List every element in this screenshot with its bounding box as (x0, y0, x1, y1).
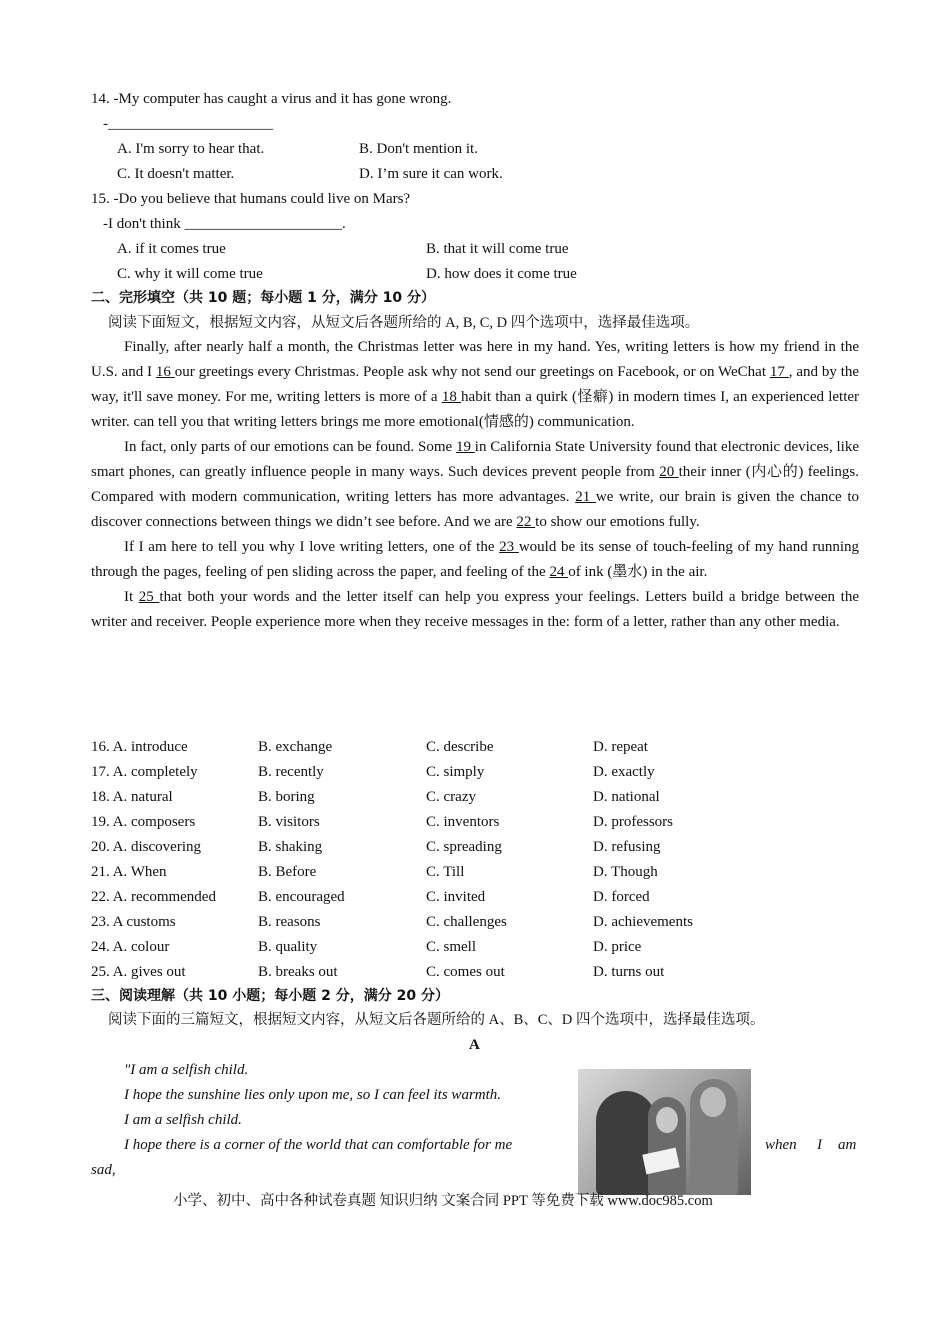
choice-23-a[interactable]: 23. A customs (91, 914, 176, 930)
blank-18[interactable]: 18 (441, 389, 462, 405)
question-14: 14. -My computer has caught a virus and it has gone wrong. (91, 91, 452, 107)
choice-22-c[interactable]: C. invited (426, 889, 486, 905)
passage-paragraph-1: Finally, after nearly half a month, the Christmas letter was here in my hand. Yes, writing letters is how my friend in the U.S. and I 16 our greetings every Christmas. People ask why not send our greetings on Facebook, or on WeChat 17 , and by the way, it'll save money. For me, writing letters is more of a 18 habit than a quirk (怪癖) in modern times I, an experienced letter writer. can tell you that writing letters brings me more emotional(情感的) communication. (91, 339, 860, 430)
choice-22-d[interactable]: D. forced (593, 889, 650, 905)
children-reading-photo (578, 1069, 751, 1195)
choice-20-d[interactable]: D. refusing (593, 839, 661, 855)
choice-25-a[interactable]: 25. A. gives out (91, 964, 186, 980)
footer-note: 小学、初中、高中各种试卷真题 知识归纳 文案合同 PPT 等免费下载 www.doc985.com (173, 1193, 713, 1209)
choice-18-a[interactable]: 18. A. natural (91, 789, 173, 805)
choice-25-b[interactable]: B. breaks out (258, 964, 338, 980)
option-15b: B. that it will come true (426, 241, 569, 257)
choice-25-d[interactable]: D. turns out (593, 964, 665, 980)
choice-19-d[interactable]: D. professors (593, 814, 673, 830)
poem-line-4-tail-word-1: when (765, 1137, 797, 1153)
choice-18-d[interactable]: D. national (593, 789, 660, 805)
choice-23-b[interactable]: B. reasons (258, 914, 321, 930)
blank-24[interactable]: 24 (549, 564, 569, 580)
answer-line-15: -I don't think _____________________. (103, 216, 346, 232)
option-14c: C. It doesn't matter. (117, 166, 235, 182)
choice-24-b[interactable]: B. quality (258, 939, 318, 955)
cloze-passage (91, 335, 859, 635)
choice-17-d[interactable]: D. exactly (593, 764, 655, 780)
choice-22-b[interactable]: B. encouraged (258, 889, 345, 905)
passage-paragraph-3: If I am here to tell you why I love writing letters, one of the 23 would be its sense of touch-feeling of my hand running through the pages, feeling of pen sliding across the paper, and feeling of the 24 of ink (墨水) in the air. (91, 539, 860, 580)
option-15a: A. if it comes true (117, 241, 226, 257)
choice-21-c[interactable]: C. Till (426, 864, 465, 880)
blank-19[interactable]: 19 (455, 439, 475, 455)
blank-23[interactable]: 23 (499, 539, 519, 555)
choice-20-b[interactable]: B. shaking (258, 839, 323, 855)
choice-21-d[interactable]: D. Though (593, 864, 658, 880)
choice-21-b[interactable]: B. Before (258, 864, 317, 880)
option-14d: D. I’m sure it can work. (359, 166, 503, 182)
choice-24-a[interactable]: 24. A. colour (91, 939, 170, 955)
choice-19-b[interactable]: B. visitors (258, 814, 320, 830)
choice-17-c[interactable]: C. simply (426, 764, 485, 780)
choice-16-c[interactable]: C. describe (426, 739, 494, 755)
choice-19-a[interactable]: 19. A. composers (91, 814, 196, 830)
choice-25-c[interactable]: C. comes out (426, 964, 505, 980)
question-15: 15. -Do you believe that humans could live on Mars? (91, 191, 411, 207)
passage-paragraph-2: In fact, only parts of our emotions can be found. Some 19 in California State University found that electronic devices, like smart phones, can greatly influence people in many ways. Such devices prevent people from 20 their inner (内心的) feelings. Compared with modern communication, writing letters has more advantages. 21 we write, our brain is given the chance to discover connections between things we didn’t see before. And we are 22 to show our emotions fully. (91, 439, 860, 530)
section-2-heading: 二、完形填空（共 10 题；每小题 1 分，满分 10 分） (91, 290, 435, 306)
choice-21-a[interactable]: 21. A. When (91, 864, 167, 880)
poem-line-5: sad, (91, 1162, 116, 1178)
choice-16-d[interactable]: D. repeat (593, 739, 648, 755)
section-3-heading: 三、阅读理解（共 10 小题；每小题 2 分，满分 20 分） (91, 988, 449, 1004)
option-14b: B. Don't mention it. (359, 141, 478, 157)
blank-25[interactable]: 25 (138, 589, 160, 605)
choice-18-b[interactable]: B. boring (258, 789, 315, 805)
blank-21[interactable]: 21 (575, 489, 596, 505)
blank-20[interactable]: 20 (659, 464, 679, 480)
choice-20-c[interactable]: C. spreading (426, 839, 502, 855)
choice-17-b[interactable]: B. recently (258, 764, 324, 780)
poem-line-1: "I am a selfish child. (124, 1062, 249, 1078)
choice-24-c[interactable]: C. smell (426, 939, 477, 955)
part-label: A (469, 1037, 480, 1053)
choice-16-a[interactable]: 16. A. introduce (91, 739, 188, 755)
blank-16[interactable]: 16 (155, 364, 175, 380)
option-15d: D. how does it come true (426, 266, 577, 282)
choice-23-c[interactable]: C. challenges (426, 914, 507, 930)
section-2-instruction: 阅读下面短文，根据短文内容，从短文后各题所给的 A, B, C, D 四个选项中，选择最佳选项。 (108, 315, 700, 331)
choice-20-a[interactable]: 20. A. discovering (91, 839, 201, 855)
choice-22-a[interactable]: 22. A. recommended (91, 889, 216, 905)
choice-16-b[interactable]: B. exchange (258, 739, 333, 755)
option-15c: C. why it will come true (117, 266, 263, 282)
poem-line-4-tail-word-2: I (817, 1137, 822, 1153)
poem-line-2: I hope the sunshine lies only upon me, so I can feel its warmth. (124, 1087, 502, 1103)
passage-paragraph-4: It 25 that both your words and the letter itself can help you express your feelings. Letters build a bridge between the writer and receiver. People experience more when they receive messages in the: form of a letter, rather than any other media. (91, 589, 859, 630)
poem-line-3: I am a selfish child. (124, 1112, 242, 1128)
choice-24-d[interactable]: D. price (593, 939, 642, 955)
poem-line-4: I hope there is a corner of the world that can comfortable for me (124, 1137, 513, 1153)
blank-22[interactable]: 22 (516, 514, 536, 530)
choice-17-a[interactable]: 17. A. completely (91, 764, 198, 780)
choice-19-c[interactable]: C. inventors (426, 814, 500, 830)
choice-23-d[interactable]: D. achievements (593, 914, 693, 930)
section-3-instruction: 阅读下面的三篇短文，根据短文内容，从短文后各题所给的 A、B、C、D 四个选项中，选择最佳选项。 (108, 1012, 765, 1028)
blank-17[interactable]: 17 (769, 364, 789, 380)
poem-line-4-tail-word-3: am (838, 1137, 857, 1153)
choice-18-c[interactable]: C. crazy (426, 789, 476, 805)
option-14a: A. I'm sorry to hear that. (117, 141, 265, 157)
answer-line-14: -______________________ (103, 116, 273, 132)
